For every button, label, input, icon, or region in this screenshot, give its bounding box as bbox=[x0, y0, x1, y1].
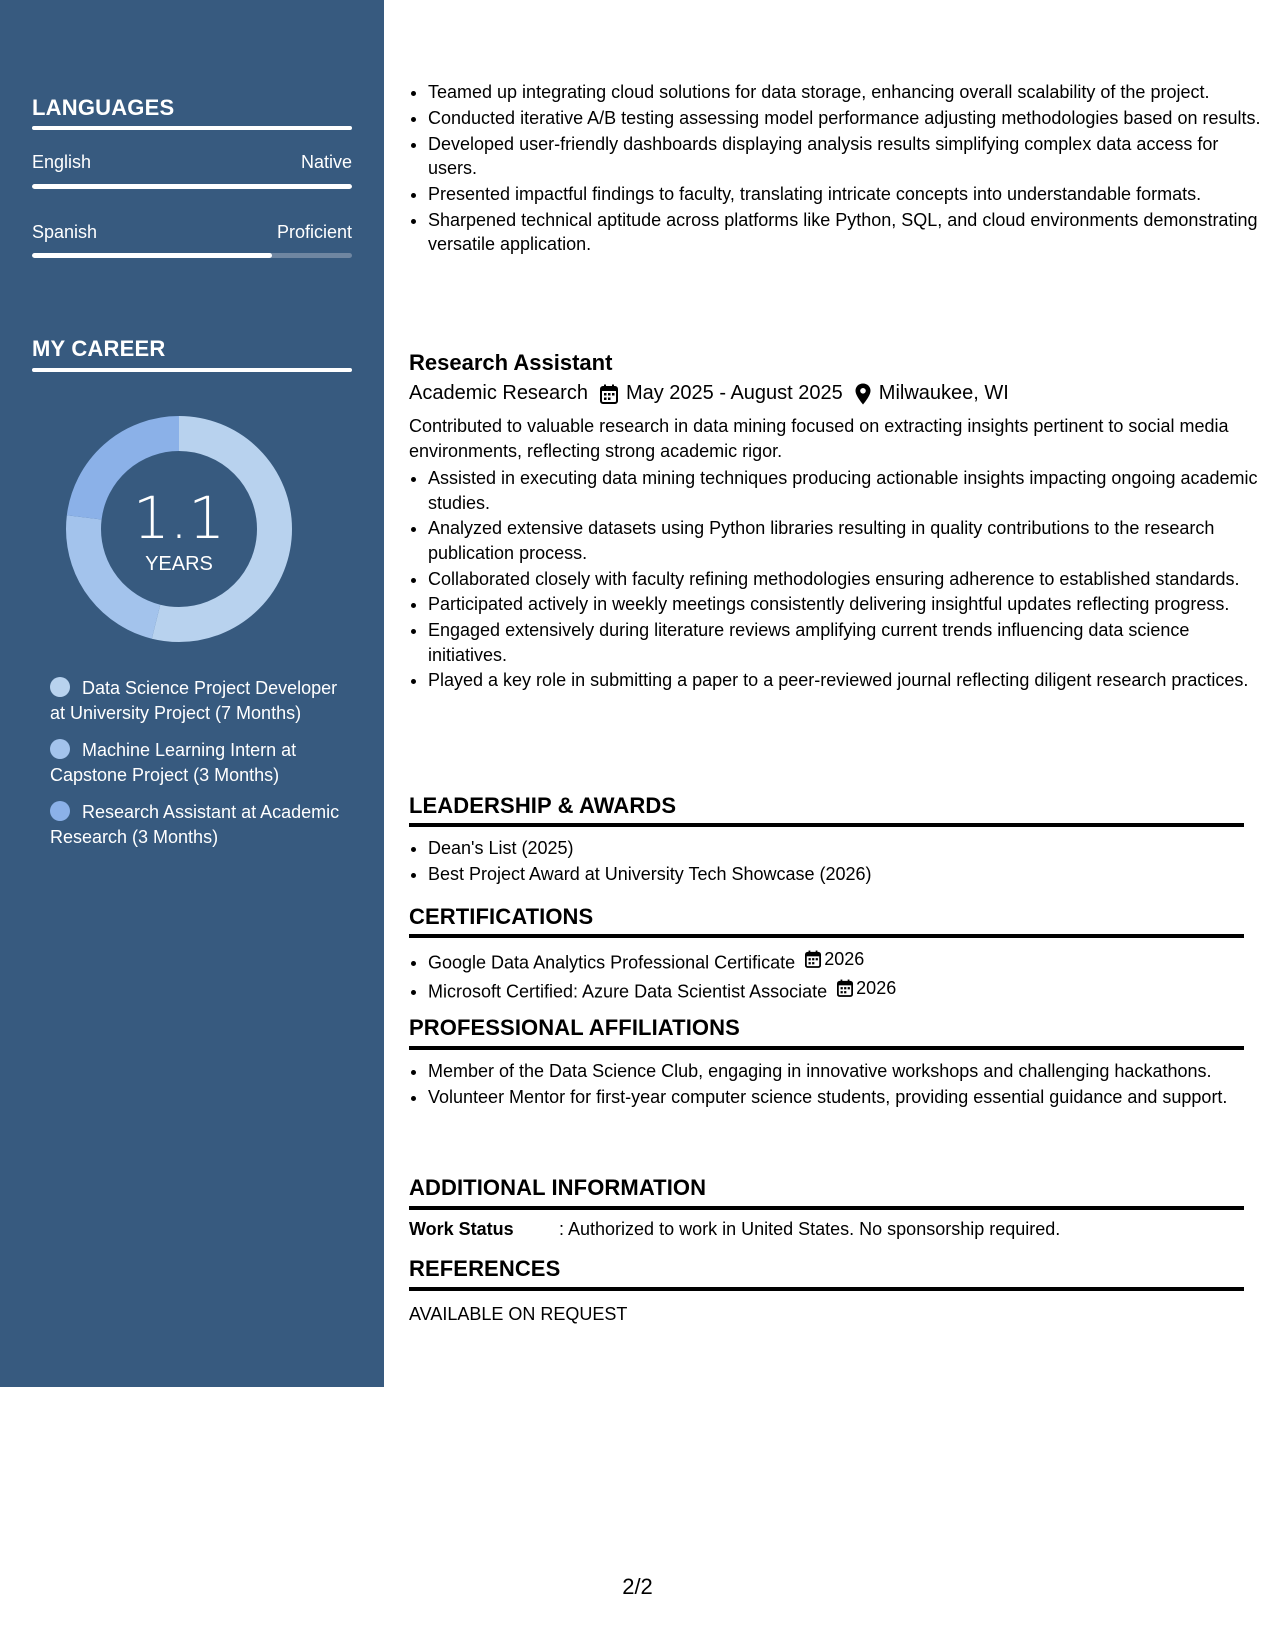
list-item: • Engaged extensively during literature reviews amplifying current trends influencing data science initiatives. bbox=[428, 618, 1263, 667]
list-item: • Presented impactful findings to faculty, translating intricate concepts into understandable formats. bbox=[428, 182, 1263, 207]
references-text: AVAILABLE ON REQUEST bbox=[409, 1304, 628, 1324]
list-item: • Collaborated closely with faculty refining methodologies ensuring adherence to established standards. bbox=[428, 567, 1263, 592]
language-level: Native bbox=[300, 152, 352, 172]
career-legend-item bbox=[50, 738, 340, 787]
certification-year bbox=[837, 976, 896, 1001]
calendar-icon bbox=[837, 979, 853, 997]
list-item: • Played a key role in submitting a paper to a peer-reviewed journal reflecting diligent research practices. bbox=[428, 668, 1263, 693]
languages-heading: LANGUAGES bbox=[32, 95, 175, 120]
list-item: • Sharpened technical aptitude across platforms like Python, SQL, and cloud environments demonstrating versatile application. bbox=[428, 208, 1263, 257]
job-meta bbox=[409, 382, 1009, 405]
leadership-heading-rule bbox=[409, 823, 1244, 827]
career-legend bbox=[50, 676, 340, 862]
references-heading-rule bbox=[409, 1287, 1244, 1291]
sidebar bbox=[0, 0, 384, 1387]
job-bullets bbox=[409, 466, 1263, 694]
career-legend-item bbox=[50, 800, 340, 849]
certification-year bbox=[805, 947, 864, 972]
list-item bbox=[428, 947, 1263, 975]
list-item: • Participated actively in weekly meetings consistently delivering insightful updates reflecting progress. bbox=[428, 592, 1263, 617]
list-item: • Member of the Data Science Club, engaging in innovative workshops and challenging hackathons. bbox=[428, 1059, 1263, 1084]
list-item: • Teamed up integrating cloud solutions for data storage, enhancing overall scalability of the project. bbox=[428, 80, 1263, 105]
work-status-row bbox=[409, 1219, 1060, 1240]
list-item bbox=[428, 976, 1263, 1004]
certifications-heading: CERTIFICATIONS bbox=[409, 904, 594, 929]
language-name: Spanish bbox=[32, 222, 98, 242]
job-summary: Contributed to valuable research in data mining focused on extracting insights pertinent to social media environments, reflecting strong academic rigor. bbox=[409, 416, 1229, 461]
page-number: 2/2 bbox=[622, 1574, 653, 1599]
job-organization: Academic Research bbox=[409, 382, 588, 404]
career-legend-text: Research Assistant at Academic Research (3 Months) bbox=[50, 802, 340, 847]
experience-continued-bullets bbox=[409, 80, 1263, 258]
list-item: • Volunteer Mentor for first-year computer science students, providing essential guidance and support. bbox=[428, 1085, 1263, 1110]
language-name: English bbox=[32, 152, 92, 172]
certification-year-text: 2026 bbox=[856, 978, 897, 999]
legend-dot-icon bbox=[50, 739, 70, 759]
career-total-unit: YEARS bbox=[145, 553, 213, 575]
job-location: Milwaukee, WI bbox=[878, 382, 1009, 404]
list-item: • Developed user-friendly dashboards displaying analysis results simplifying complex data access for users. bbox=[428, 132, 1263, 181]
career-legend-text: Data Science Project Developer at University Project (7 Months) bbox=[50, 678, 338, 723]
work-status-value: : Authorized to work in United States. No sponsorship required. bbox=[559, 1219, 1061, 1239]
career-legend-item bbox=[50, 676, 340, 725]
affiliations-list bbox=[409, 1059, 1263, 1111]
certifications-heading-rule bbox=[409, 934, 1244, 938]
references-heading: REFERENCES bbox=[409, 1256, 561, 1281]
leadership-heading: LEADERSHIP & AWARDS bbox=[409, 793, 677, 818]
calendar-icon bbox=[805, 950, 821, 968]
additional-info-heading-rule bbox=[409, 1206, 1244, 1210]
career-heading: MY CAREER bbox=[32, 336, 166, 361]
certification-name: Google Data Analytics Professional Certificate bbox=[428, 952, 796, 973]
list-item: • Best Project Award at University Tech Showcase (2026) bbox=[428, 862, 1263, 887]
language-row-spanish bbox=[32, 222, 352, 243]
career-heading-rule bbox=[32, 368, 352, 372]
legend-dot-icon bbox=[50, 801, 70, 821]
additional-info-heading: ADDITIONAL INFORMATION bbox=[409, 1175, 707, 1200]
list-item: • Conducted iterative A/B testing assessing model performance adjusting methodologies based on results. bbox=[428, 106, 1263, 131]
career-legend-text: Machine Learning Intern at Capstone Project (3 Months) bbox=[50, 740, 297, 785]
affiliations-heading-rule bbox=[409, 1046, 1244, 1050]
calendar-icon bbox=[600, 384, 618, 404]
job-dates: May 2025 - August 2025 bbox=[625, 382, 843, 404]
language-level: Proficient bbox=[276, 222, 352, 242]
certifications-list bbox=[409, 947, 1263, 1005]
certification-name: Microsoft Certified: Azure Data Scientist Associate bbox=[428, 981, 828, 1002]
location-pin-icon bbox=[855, 383, 871, 405]
certification-year-text: 2026 bbox=[824, 949, 865, 969]
languages-heading-rule bbox=[32, 126, 352, 130]
language-bar-english bbox=[32, 184, 352, 189]
language-bar-fill bbox=[32, 253, 272, 258]
career-total-value: 1.1 bbox=[132, 484, 226, 552]
language-bar-spanish bbox=[32, 253, 352, 258]
leadership-list bbox=[409, 836, 1263, 888]
legend-dot-icon bbox=[50, 677, 70, 697]
list-item: • Dean's List (2025) bbox=[428, 836, 1263, 861]
language-row-english bbox=[32, 152, 352, 173]
language-bar-fill bbox=[32, 184, 352, 189]
list-item: • Assisted in executing data mining techniques producing actionable insights impacting ongoing academic studies. bbox=[428, 466, 1263, 515]
work-status-label: Work Status bbox=[409, 1219, 514, 1239]
career-donut-chart bbox=[66, 416, 292, 642]
job-title: Research Assistant bbox=[409, 350, 613, 375]
list-item: • Analyzed extensive datasets using Python libraries resulting in quality contributions to the research publication process. bbox=[428, 516, 1263, 565]
affiliations-heading: PROFESSIONAL AFFILIATIONS bbox=[409, 1015, 740, 1040]
